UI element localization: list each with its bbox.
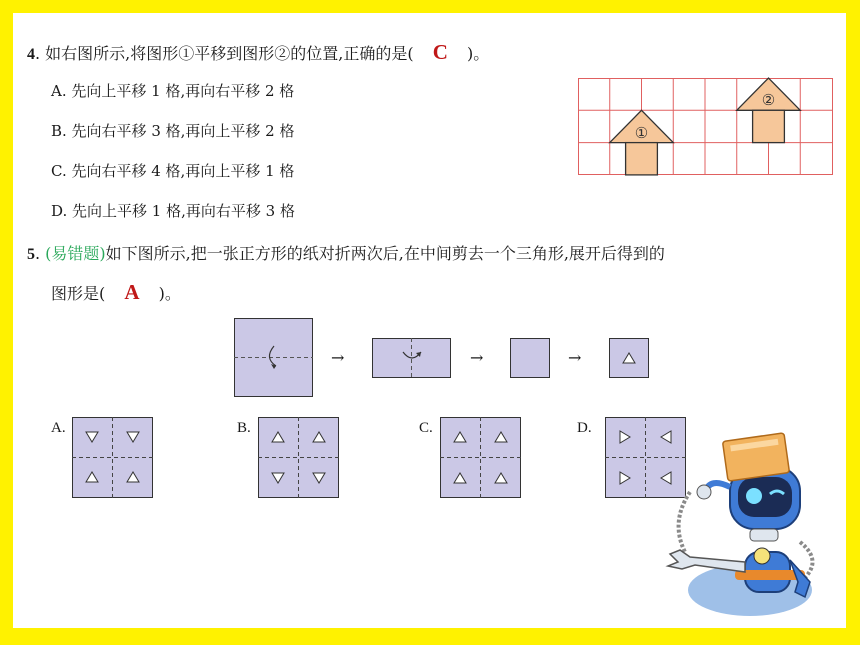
fold-diagram-2 <box>372 338 451 378</box>
question-4-number: 4 <box>27 46 35 63</box>
question-4 <box>27 40 489 65</box>
option-d-label: D. <box>577 420 592 436</box>
option-b-triangles <box>258 417 339 498</box>
question-5: 5. (易错题)如下图所示,把一张正方形的纸对折两次后,在中间剪去一个三角形,展开后得到的 <box>27 244 665 263</box>
shape-1-label: ① <box>634 124 649 142</box>
question-5-close: )。 <box>158 284 181 303</box>
step-arrow-1: → <box>331 348 345 367</box>
option-c-triangles <box>440 417 521 498</box>
q4-option-b: B. 先向右平移 3 格,再向上平移 2 格 <box>51 122 295 140</box>
question-5-line2 <box>51 280 181 305</box>
q4-option-d: D. 先向上平移 1 格,再向右平移 3 格 <box>51 202 295 220</box>
step-arrow-2: → <box>470 348 484 367</box>
question-5-text2: 图形是( <box>51 284 106 303</box>
cut-triangle <box>609 338 649 378</box>
q4-option-a: A. 先向上平移 1 格,再向右平移 2 格 <box>51 82 295 100</box>
question-4-answer: C <box>432 40 448 64</box>
fold-diagram-1 <box>234 318 313 397</box>
question-5-tag: (易错题) <box>45 244 106 263</box>
option-c-label: C. <box>419 420 433 436</box>
question-4-text: . 如右图所示,将图形①平移到图形②的位置,正确的是( <box>35 44 414 63</box>
shape-2-label: ② <box>761 91 776 109</box>
question-5-answer: A <box>124 280 140 304</box>
arrow-shape-2-stem <box>753 110 785 142</box>
question-4-close: )。 <box>466 44 490 63</box>
option-a-label: A. <box>51 420 66 436</box>
robot-mascot <box>650 432 832 622</box>
q4-option-c: C. 先向右平移 4 格,再向上平移 1 格 <box>51 162 295 180</box>
translation-grid <box>578 78 834 176</box>
question-5-number: 5 <box>27 246 35 263</box>
option-a-triangles <box>72 417 153 498</box>
question-5-text: 如下图所示,把一张正方形的纸对折两次后,在中间剪去一个三角形,展开后得到的 <box>105 244 665 263</box>
step-arrow-3: → <box>568 348 582 367</box>
arrow-shape-1-stem <box>626 143 658 175</box>
option-b-label: B. <box>237 420 251 436</box>
paper-quarter <box>510 338 550 378</box>
